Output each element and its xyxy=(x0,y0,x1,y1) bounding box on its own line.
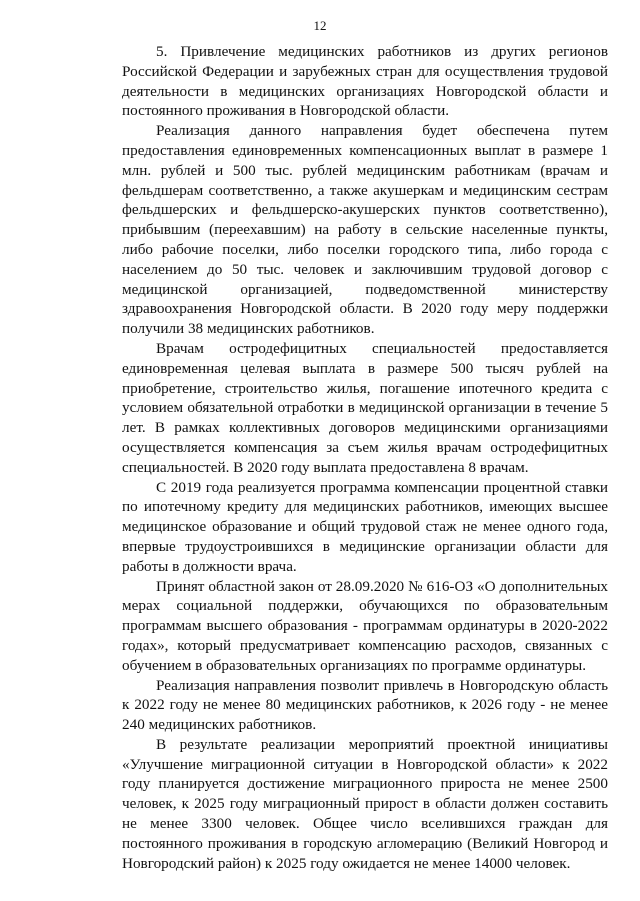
paragraph-item-4: С 2019 года реализуется программа компенсации процентной ставки по ипотечному кредиту для медицинских работников, имеющих высшее медицинское образование и общий трудовой стаж не менее одного года, впервые трудоустроившихся в медицинские организации области для работы в должности врача. xyxy=(122,478,608,575)
paragraph-item-1: 5. Привлечение медицинских работников из других регионов Российской Федерации и зарубежных стран для осуществления трудовой деятельности в медицинских организациях Новгородской области и постоянного проживания в Новгородской области. xyxy=(122,43,608,120)
paragraph-item-5: Принят областной закон от 28.09.2020 № 616-ОЗ «О дополнительных мерах социальной поддержки, обучающихся по образовательным программам высшего образования - программам ординатуры в 2020-2022 годах», который предусматривает компенсацию расходов, связанных с обучением в образовательных организациях по программе ординатуры. xyxy=(122,577,608,674)
paragraph-item-2: Реализация данного направления будет обеспечена путем предоставления единовременных компенсационных выплат в размере 1 млн. рублей и 500 тыс. рублей медицинским работникам (врачам и фельдшерам соответственно, а также акушеркам и медицинским сестрам фельдшерских и фельдшерско-акушерских пунктов соответственно), прибывшим (переехавшим) на работу в сельские населенные пункты, либо рабочие поселки, либо поселки городского типа, либо города с населением до 50 тыс. человек и заключившим трудовой договор с медицинской организацией, подведомственной министерству здравоохранения Новгородской области. В 2020 году меру поддержки получили 38 медицинских работников. xyxy=(122,122,608,338)
paragraph-item-3: Врачам остродефицитных специальностей предоставляется единовременная целевая выплата в размере 500 тысяч рублей на приобретение, строительство жилья, погашение ипотечного кредита с условием обязательной отработки в медицинской организации в течение 5 лет. В рамках коллективных договоров медицинскими организациями осуществляется компенсация за съем жилья врачам остродефицитных специальностей. В 2020 году выплата предоставлена 8 врачам. xyxy=(122,339,608,476)
paragraph-item-7: В результате реализации мероприятий проектной инициативы «Улучшение миграционной ситуации в Новгородской области» к 2022 году планируется достижение миграционного прироста не менее 2500 человек, к 2025 году миграционный прирост в области должен составить не менее 3300 человек. Общее число вселившихся граждан для постоянного проживания в городскую агломерацию (Великий Новгород и Новгородский район) к 2025 году ожидается не менее 14000 человек. xyxy=(122,735,608,872)
document-body xyxy=(122,42,608,873)
paragraph-item-6: Реализация направления позволит привлечь в Новгородскую область к 2022 году не менее 80 медицинских работников, к 2026 году - не менее 240 медицинских работников. xyxy=(122,676,608,734)
page-number: 12 xyxy=(313,18,327,33)
